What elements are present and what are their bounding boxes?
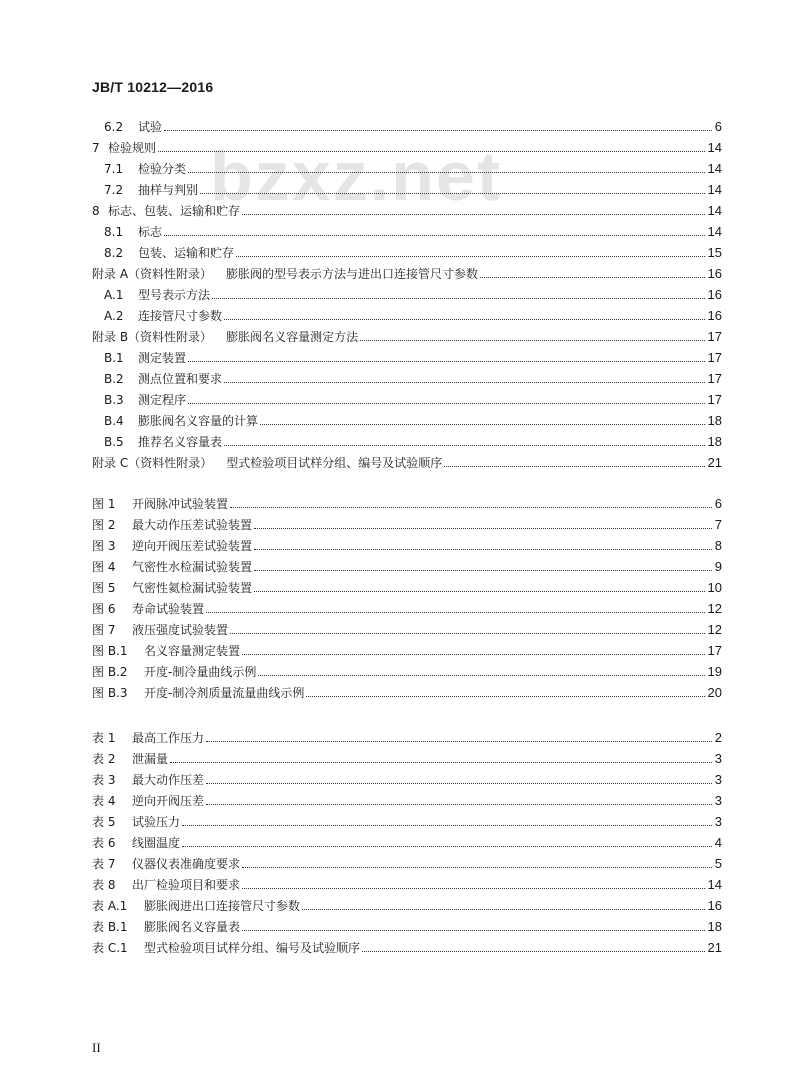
toc-entry[interactable]: [92, 409, 722, 429]
toc-entry[interactable]: [92, 915, 722, 935]
entry-number: 附录 B（资料性附录）: [92, 330, 213, 344]
dot-leader: [360, 340, 704, 341]
entry-page: 14: [707, 182, 722, 197]
entry-number: 表 3: [92, 773, 116, 787]
dot-leader: [230, 507, 712, 508]
entry-page: 12: [707, 622, 722, 637]
entry-title: 推荐名义容量表: [138, 435, 223, 449]
entry-title: 检验分类: [138, 162, 187, 176]
entry-title: 型号表示方法: [138, 288, 211, 302]
entry-page: 16: [707, 308, 722, 323]
entry-page: 16: [707, 287, 722, 302]
entry-page: 17: [707, 329, 722, 344]
entry-number: 图 4: [92, 560, 116, 574]
entry-number: 图 7: [92, 623, 116, 637]
entry-title: 型式检验项目试样分组、编号及试验顺序: [144, 941, 361, 955]
entry-title: 膨胀阀进出口连接管尺寸参数: [144, 899, 301, 913]
dot-leader: [236, 256, 705, 257]
page-number: II: [92, 1040, 101, 1055]
entry-number: A.2: [104, 309, 124, 323]
dot-leader: [242, 930, 705, 931]
entry-title: 最大动作压差试验装置: [132, 518, 253, 532]
entry-page: 18: [707, 919, 722, 934]
entry-page: 3: [714, 793, 722, 808]
dot-leader: [224, 319, 705, 320]
entry-title: 测点位置和要求: [138, 372, 223, 386]
toc-entry[interactable]: [92, 534, 722, 554]
dot-leader: [188, 403, 705, 404]
entry-number: 图 5: [92, 581, 116, 595]
entry-number: 8.2: [104, 246, 124, 260]
entry-number: 8: [92, 204, 100, 218]
entry-title: 包装、运输和贮存: [138, 246, 235, 260]
dot-leader: [170, 762, 712, 763]
entry-number: 图 3: [92, 539, 116, 553]
entry-page: 6: [714, 119, 722, 134]
toc-entry[interactable]: [92, 789, 722, 809]
dot-leader: [254, 570, 712, 571]
entry-number: 表 2: [92, 752, 116, 766]
dot-leader: [242, 867, 712, 868]
entry-title: 寿命试验装置: [132, 602, 205, 616]
entry-number: 图 B.2: [92, 665, 128, 679]
toc-entry[interactable]: [92, 852, 722, 872]
entry-page: 17: [707, 392, 722, 407]
toc-entry[interactable]: [92, 513, 722, 533]
toc-entry[interactable]: [92, 618, 722, 638]
toc-entry[interactable]: [92, 810, 722, 830]
entry-page: 7: [714, 517, 722, 532]
entry-page: 21: [707, 940, 722, 955]
entry-title: 膨胀阀名义容量的计算: [138, 414, 259, 428]
toc-entry[interactable]: [92, 555, 722, 575]
toc-entry[interactable]: [92, 199, 722, 219]
dot-leader: [242, 654, 705, 655]
entry-title: 出厂检验项目和要求: [132, 878, 241, 892]
dot-leader: [206, 741, 712, 742]
toc-entry[interactable]: [92, 220, 722, 240]
entry-title: 开度-制冷剂质量流量曲线示例: [144, 686, 305, 700]
entry-page: 17: [707, 350, 722, 365]
dot-leader: [224, 382, 705, 383]
toc-entry[interactable]: [92, 726, 722, 746]
toc-entry[interactable]: [92, 681, 722, 701]
dot-leader: [188, 361, 705, 362]
entry-number: 图 1: [92, 497, 116, 511]
entry-page: 14: [707, 224, 722, 239]
toc-entry[interactable]: [92, 492, 722, 512]
entry-title: 逆向开阀压差试验装置: [132, 539, 253, 553]
entry-page: 5: [714, 856, 722, 871]
toc-entry[interactable]: [92, 241, 722, 261]
entry-title: 型式检验项目试样分组、编号及试验顺序: [226, 456, 443, 470]
toc-entry[interactable]: [92, 136, 722, 156]
entry-page: 3: [714, 772, 722, 787]
entry-number: B.5: [104, 435, 124, 449]
entry-title: 液压强度试验装置: [132, 623, 229, 637]
entry-title: 膨胀阀名义容量表: [144, 920, 241, 934]
dot-leader: [302, 909, 705, 910]
entry-number: 表 A.1: [92, 899, 128, 913]
entry-number: 表 8: [92, 878, 116, 892]
entry-title: 膨胀阀名义容量测定方法: [226, 330, 359, 344]
toc-entry[interactable]: [92, 367, 722, 387]
entry-page: 15: [707, 245, 722, 260]
dot-leader: [444, 466, 704, 467]
entry-number: 6.2: [104, 120, 124, 134]
entry-number: B.1: [104, 351, 124, 365]
entry-number: 附录 C（资料性附录）: [92, 456, 213, 470]
entry-title: 试验: [138, 120, 163, 134]
entry-page: 14: [707, 161, 722, 176]
toc-entry[interactable]: [92, 576, 722, 596]
toc-entry[interactable]: [92, 325, 722, 345]
dot-leader: [480, 277, 704, 278]
entry-title: 泄漏量: [132, 752, 169, 766]
toc-entry[interactable]: [92, 304, 722, 324]
toc-entry[interactable]: [92, 157, 722, 177]
toc-entry[interactable]: [92, 660, 722, 680]
dot-leader: [182, 825, 712, 826]
toc-entry[interactable]: [92, 283, 722, 303]
toc-entry[interactable]: [92, 936, 722, 956]
toc-entry[interactable]: [92, 894, 722, 914]
dot-leader: [242, 888, 705, 889]
dot-leader: [188, 172, 705, 173]
entry-title: 膨胀阀的型号表示方法与进出口连接管尺寸参数: [226, 267, 479, 281]
watermark: bzxz.net: [210, 137, 503, 215]
standard-code: JB/T 10212—2016: [92, 79, 214, 95]
dot-leader: [206, 612, 705, 613]
toc-entry[interactable]: [92, 747, 722, 767]
toc-entry[interactable]: [92, 430, 722, 450]
entry-number: 图 B.3: [92, 686, 128, 700]
entry-title: 气密性氦检漏试验装置: [132, 581, 253, 595]
entry-number: B.4: [104, 414, 124, 428]
toc-entry[interactable]: [92, 262, 722, 282]
entry-page: 19: [707, 664, 722, 679]
entry-page: 14: [707, 203, 722, 218]
entry-title: 气密性水检漏试验装置: [132, 560, 253, 574]
entry-title: 测定程序: [138, 393, 187, 407]
toc-entry[interactable]: [92, 831, 722, 851]
toc-entry[interactable]: [92, 597, 722, 617]
entry-title: 逆向开阀压差: [132, 794, 205, 808]
entry-number: 表 4: [92, 794, 116, 808]
dot-leader: [254, 591, 705, 592]
entry-number: 7.2: [104, 183, 124, 197]
entry-title: 最高工作压力: [132, 731, 205, 745]
entry-page: 18: [707, 413, 722, 428]
entry-number: A.1: [104, 288, 124, 302]
entry-title: 标志、包装、运输和贮存: [108, 204, 241, 218]
dot-leader: [254, 528, 712, 529]
entry-number: 图 B.1: [92, 644, 128, 658]
dot-leader: [260, 424, 705, 425]
entry-page: 21: [707, 455, 722, 470]
entry-number: 8.1: [104, 225, 124, 239]
dot-leader: [182, 846, 712, 847]
toc-entry[interactable]: [92, 346, 722, 366]
toc-entry[interactable]: [92, 178, 722, 198]
entry-page: 16: [707, 266, 722, 281]
toc-entry[interactable]: [92, 451, 722, 471]
dot-leader: [224, 445, 705, 446]
entry-title: 最大动作压差: [132, 773, 205, 787]
entry-number: 表 7: [92, 857, 116, 871]
entry-number: 图 6: [92, 602, 116, 616]
toc-entry[interactable]: [92, 639, 722, 659]
entry-title: 抽样与判别: [138, 183, 199, 197]
dot-leader: [158, 151, 705, 152]
entry-page: 18: [707, 434, 722, 449]
dot-leader: [254, 549, 712, 550]
entry-number: 图 2: [92, 518, 116, 532]
entry-number: 附录 A（资料性附录）: [92, 267, 213, 281]
entry-page: 4: [714, 835, 722, 850]
entry-number: 表 B.1: [92, 920, 128, 934]
entry-number: 7.1: [104, 162, 124, 176]
entry-number: 表 6: [92, 836, 116, 850]
dot-leader: [306, 696, 704, 697]
entry-number: B.2: [104, 372, 124, 386]
entry-page: 16: [707, 898, 722, 913]
entry-title: 检验规则: [108, 141, 157, 155]
entry-title: 开度-制冷量曲线示例: [144, 665, 257, 679]
entry-title: 仪器仪表准确度要求: [132, 857, 241, 871]
entry-number: 表 1: [92, 731, 116, 745]
dot-leader: [212, 298, 705, 299]
dot-leader: [200, 193, 705, 194]
entry-page: 17: [707, 643, 722, 658]
entry-page: 14: [707, 877, 722, 892]
entry-number: 表 C.1: [92, 941, 128, 955]
entry-page: 2: [714, 730, 722, 745]
dot-leader: [206, 804, 712, 805]
toc-entry[interactable]: [92, 768, 722, 788]
dot-leader: [242, 214, 705, 215]
entry-title: 试验压力: [132, 815, 181, 829]
toc-entry[interactable]: [92, 388, 722, 408]
dot-leader: [230, 633, 705, 634]
entry-page: 3: [714, 751, 722, 766]
entry-page: 6: [714, 496, 722, 511]
dot-leader: [258, 675, 704, 676]
entry-title: 连接管尺寸参数: [138, 309, 223, 323]
entry-page: 9: [714, 559, 722, 574]
entry-title: 线圈温度: [132, 836, 181, 850]
entry-page: 20: [707, 685, 722, 700]
entry-number: 表 5: [92, 815, 116, 829]
toc-entry[interactable]: [92, 115, 722, 135]
entry-title: 名义容量测定装置: [144, 644, 241, 658]
dot-leader: [362, 951, 705, 952]
entry-page: 17: [707, 371, 722, 386]
entry-page: 3: [714, 814, 722, 829]
entry-page: 8: [714, 538, 722, 553]
entry-title: 标志: [138, 225, 163, 239]
dot-leader: [164, 130, 712, 131]
entry-page: 10: [707, 580, 722, 595]
dot-leader: [164, 235, 705, 236]
entry-page: 12: [707, 601, 722, 616]
entry-title: 开阀脉冲试验装置: [132, 497, 229, 511]
entry-number: 7: [92, 141, 100, 155]
entry-page: 14: [707, 140, 722, 155]
entry-title: 测定装置: [138, 351, 187, 365]
dot-leader: [206, 783, 712, 784]
toc-entry[interactable]: [92, 873, 722, 893]
entry-number: B.3: [104, 393, 124, 407]
